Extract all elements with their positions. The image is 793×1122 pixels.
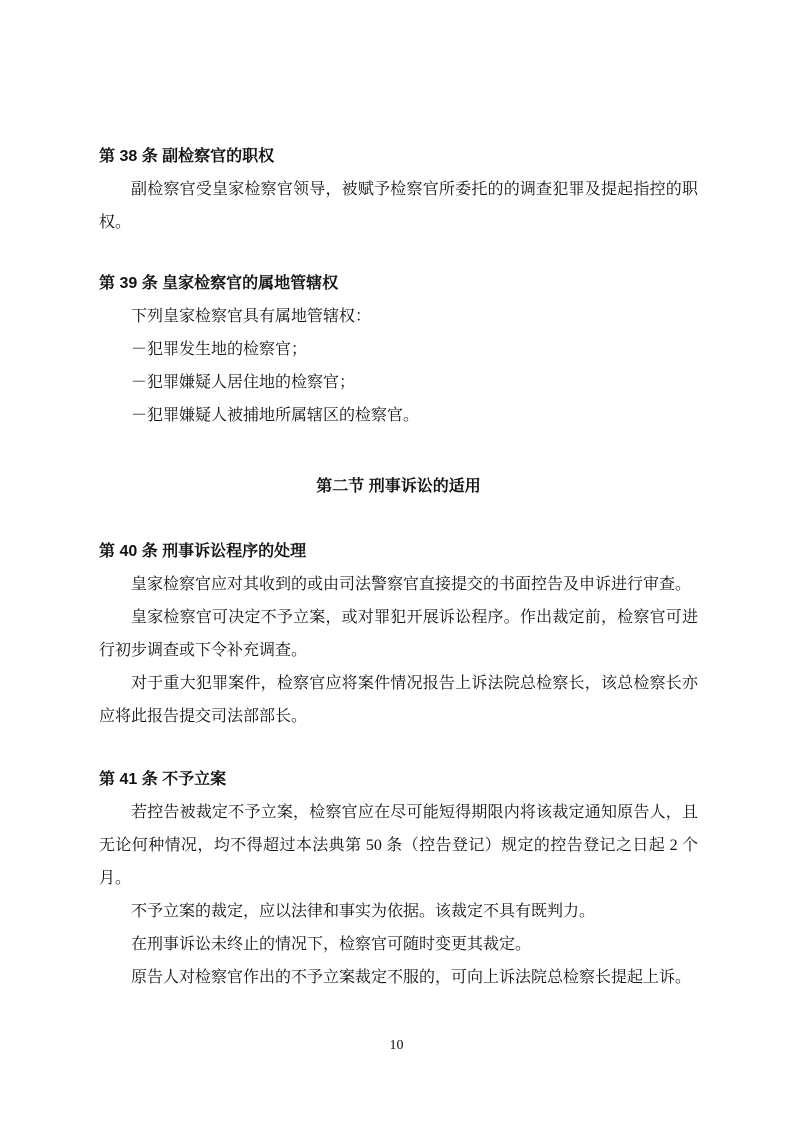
article-heading-38: 第 38 条 副检察官的职权 — [99, 148, 275, 165]
article-40-paragraph: 皇家检察官应对其收到的或由司法警察官直接提交的书面控告及申诉进行审查。 — [131, 576, 692, 593]
article-41-paragraph: 原告人对检察官作出的不予立案裁定不服的，可向上诉法院总检察长提起上诉。 — [131, 969, 692, 986]
list-item: －犯罪嫌疑人被捕地所属辖区的检察官。 — [131, 407, 420, 424]
jurisdiction-list — [99, 333, 698, 432]
article-heading-40: 第 40 条 刑事诉讼程序的处理 — [99, 543, 307, 560]
article-39-intro: 下列皇家检察官具有属地管辖权： — [131, 308, 372, 325]
article-41-paragraph: 在刑事诉讼未终止的情况下，检察官可随时变更其裁定。 — [131, 936, 532, 953]
page-number: 10 — [389, 1038, 404, 1053]
page-content — [99, 140, 698, 994]
list-item: －犯罪发生地的检察官； — [131, 341, 308, 358]
article-41-paragraph: 不予立案的裁定，应以法律和事实为依据。该裁定不具有既判力。 — [131, 903, 596, 920]
article-41-paragraph: 若控告被裁定不予立案，检察官应在尽可能短得期限内将该裁定通知原告人，且无论何种情况，均不得超过本法典第 50 条（控告登记）规定的控告登记之日起 2 个月。 — [99, 804, 698, 887]
article-heading-41: 第 41 条 不予立案 — [99, 771, 227, 788]
article-heading-39: 第 39 条 皇家检察官的属地管辖权 — [99, 275, 339, 292]
list-item: －犯罪嫌疑人居住地的检察官； — [131, 374, 356, 391]
article-38-paragraph: 副检察官受皇家检察官领导，被赋予检察官所委托的的调查犯罪及提起指控的职权。 — [99, 181, 698, 231]
article-40-paragraph: 对于重大犯罪案件，检察官应将案件情况报告上诉法院总检察长，该总检察长亦应将此报告提交司法部部长。 — [99, 675, 698, 725]
section-heading: 第二节 刑事诉讼的适用 — [316, 478, 481, 495]
article-40-paragraph: 皇家检察官可决定不予立案，或对罪犯开展诉讼程序。作出裁定前，检察官可进行初步调查或下令补充调查。 — [99, 609, 698, 659]
